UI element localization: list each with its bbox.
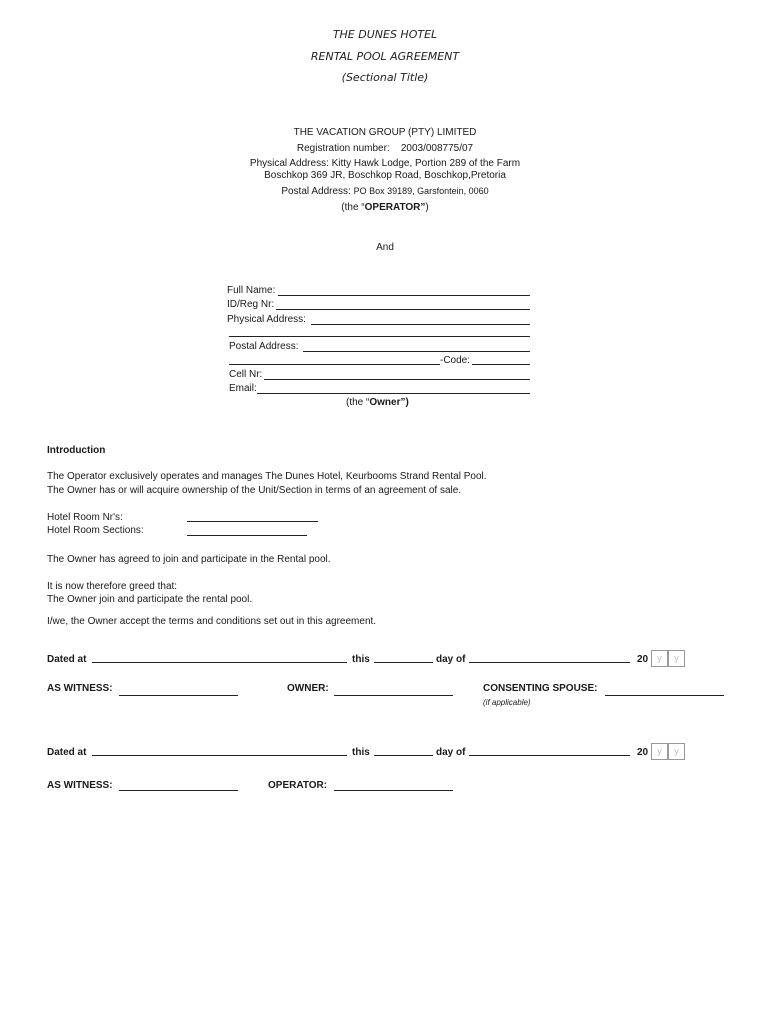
postal-label: Postal Address:	[281, 186, 351, 197]
owner-designation	[346, 397, 409, 408]
owner-this-field[interactable]	[374, 662, 433, 663]
operator-designation	[0, 202, 770, 213]
operator-label: OPERATOR:	[268, 780, 328, 791]
spouse-signature-field[interactable]	[605, 695, 724, 696]
cell-field[interactable]	[264, 379, 530, 380]
and-text: And	[376, 242, 394, 253]
operator-designation-suffix: )	[425, 202, 429, 213]
accept-text: I/we, the Owner accept the terms and conditions set out in this agreement.	[47, 616, 377, 627]
email-field[interactable]	[257, 393, 530, 394]
owner-dated-at-field[interactable]	[92, 662, 347, 663]
operator-witness-field[interactable]	[119, 790, 238, 791]
room-sections-label: Hotel Room Sections:	[47, 525, 144, 536]
owner-year-prefix: 20	[637, 654, 649, 665]
owner-witness-field[interactable]	[119, 695, 238, 696]
spouse-note: (if applicable)	[483, 698, 531, 707]
join-text: The Owner join and participate the rental pool.	[47, 594, 253, 605]
agreement-subtitle: (Sectional Title)	[341, 71, 429, 84]
owner-signature-field[interactable]	[334, 695, 453, 696]
owner-year-digit-2[interactable]: y	[668, 650, 685, 667]
operator-year-digit-2[interactable]: y	[668, 743, 685, 760]
room-sections-field[interactable]	[187, 535, 307, 536]
code-label: -Code:	[440, 355, 471, 366]
hotel-title: THE DUNES HOTEL	[332, 28, 438, 41]
room-nrs-label: Hotel Room Nr's:	[47, 512, 123, 523]
postal-address-field-2[interactable]	[229, 364, 440, 365]
code-field[interactable]	[472, 364, 530, 365]
operator-signature-field[interactable]	[334, 790, 453, 791]
owner-designation-prefix: (the “	[346, 397, 370, 408]
cell-label: Cell Nr:	[229, 369, 263, 380]
full-name-field[interactable]	[278, 295, 530, 296]
operator-designation-prefix: (the “	[341, 202, 365, 213]
intro-line-1: The Operator exclusively operates and manages The Dunes Hotel, Keurbooms Strand Rental Pool.	[47, 471, 487, 482]
physical-address-label: Physical Address:	[227, 314, 306, 325]
agreed-text: The Owner has agreed to join and participate in the Rental pool.	[47, 554, 331, 565]
spouse-label: CONSENTING SPOUSE:	[483, 683, 598, 694]
owner-designation-name: Owner”)	[369, 397, 409, 408]
operator-designation-name: OPERATOR”	[364, 202, 426, 213]
room-nrs-field[interactable]	[187, 521, 318, 522]
introduction-heading: Introduction	[47, 445, 106, 456]
full-name-label: Full Name:	[227, 285, 276, 296]
therefore-text: It is now therefore greed that:	[47, 581, 178, 592]
intro-line-2: The Owner has or will acquire ownership of the Unit/Section in terms of an agreement of sale.	[47, 485, 462, 496]
operator-company: THE VACATION GROUP (PTY) LIMITED	[293, 127, 477, 138]
owner-day-of-label: day of	[436, 654, 466, 665]
operator-physical-address-2: Boschkop 369 JR, Boschkop Road, Boschkop,Pretoria	[264, 170, 506, 181]
postal-address-label: Postal Address:	[229, 341, 299, 352]
operator-this-label: this	[352, 747, 370, 758]
registration-label: Registration number:	[296, 143, 390, 154]
registration-value: 2003/008775/07	[400, 143, 474, 154]
id-reg-label: ID/Reg Nr:	[227, 299, 275, 310]
owner-witness-label: AS WITNESS:	[47, 683, 113, 694]
owner-label: OWNER:	[287, 683, 329, 694]
operator-dated-at-field[interactable]	[92, 755, 347, 756]
operator-witness-label: AS WITNESS:	[47, 780, 113, 791]
operator-registration	[0, 143, 770, 154]
owner-year-digit-1[interactable]: y	[651, 650, 668, 667]
id-reg-field[interactable]	[276, 309, 530, 310]
agreement-title: RENTAL POOL AGREEMENT	[310, 50, 460, 63]
owner-this-label: this	[352, 654, 370, 665]
email-label: Email:	[229, 383, 257, 394]
postal-value: PO Box 39189, Garsfontein, 0060	[353, 186, 489, 196]
physical-address-field[interactable]	[311, 324, 530, 325]
postal-address-field[interactable]	[303, 351, 530, 352]
operator-year-digit-1[interactable]: y	[651, 743, 668, 760]
operator-physical-address-1: Physical Address: Kitty Hawk Lodge, Portion 289 of the Farm	[249, 158, 521, 169]
physical-address-field-2[interactable]	[229, 336, 530, 337]
operator-day-of-field[interactable]	[469, 755, 630, 756]
operator-dated-at-label: Dated at	[47, 747, 87, 758]
owner-dated-at-label: Dated at	[47, 654, 87, 665]
owner-day-of-field[interactable]	[469, 662, 630, 663]
operator-day-of-label: day of	[436, 747, 466, 758]
operator-postal-address	[0, 186, 770, 197]
operator-year-prefix: 20	[637, 747, 649, 758]
operator-this-field[interactable]	[374, 755, 433, 756]
